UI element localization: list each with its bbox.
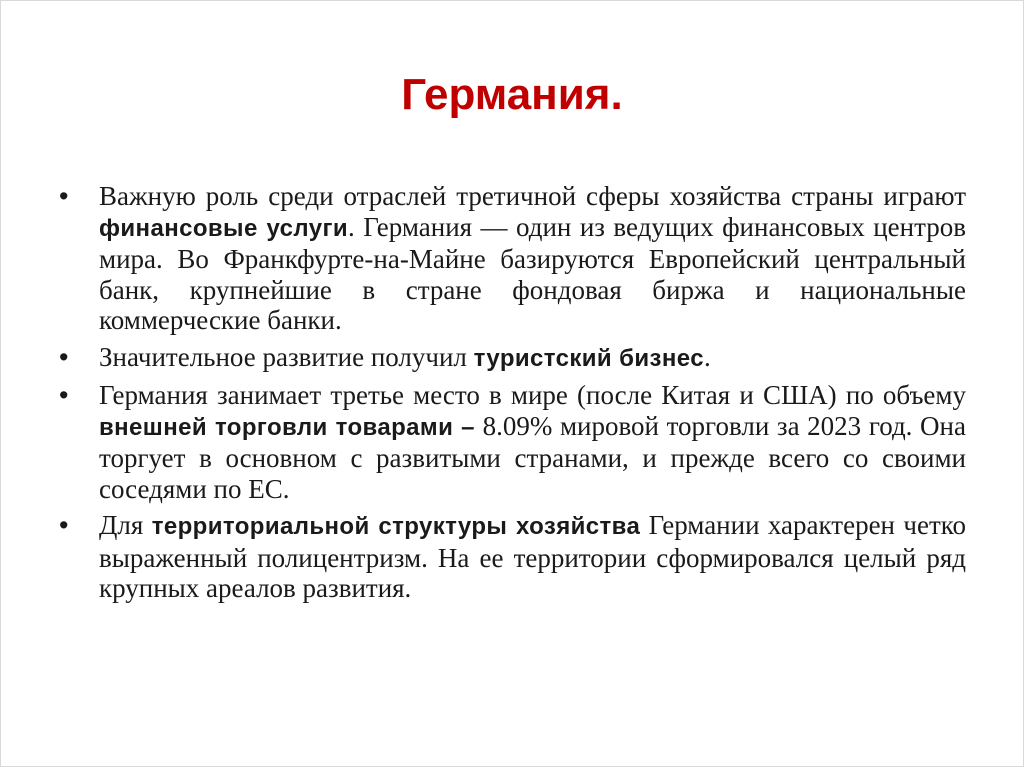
bullet-text: Германия занимает третье место в мире (после Китая и США) по объему (99, 380, 966, 410)
bullet-icon: • (59, 181, 69, 211)
bullet-highlight: территориальной структуры хозяйства (151, 513, 641, 540)
bullet-highlight: туристский бизнес (473, 344, 704, 372)
bullet-text: Германии характерен четко выраженный полицентризм. На ее территории сформировался целый ряд крупных ареалов развития. (99, 510, 967, 603)
bullet-text: Для (99, 510, 152, 540)
bullet-text: 8.09% мировой торговли за 2023 год. Она торгует в основном с развитыми странами, и прежде всего со своими соседями по ЕС. (99, 410, 966, 504)
bullet-icon: • (59, 341, 69, 372)
bullet-text: . Германия — один из ведущих финансовых центров мира. Во Франкфурте-на-Майне базируются Европейский центральный банк, крупнейшие в стране фондовая биржа и национальные коммерческие банки. (99, 211, 966, 335)
bullet-icon: • (59, 510, 69, 540)
bullet-highlight: финансовые услуги (99, 214, 349, 242)
bullet-item-tourism (59, 342, 966, 375)
bullet-text: . (703, 341, 711, 372)
bullet-text: Значительное развитие получил (99, 341, 474, 372)
bullet-icon: • (59, 380, 69, 410)
bullet-item-financial-services (59, 181, 966, 336)
slide-title: Германия. (401, 70, 623, 119)
bullet-item-territorial-structure (59, 510, 966, 604)
bullet-list (59, 181, 966, 610)
bullet-text: Важную роль среди отраслей третичной сферы хозяйства страны играют (99, 181, 966, 211)
bullet-item-foreign-trade (59, 380, 966, 504)
bullet-highlight: внешней торговли товарами – (99, 413, 475, 441)
